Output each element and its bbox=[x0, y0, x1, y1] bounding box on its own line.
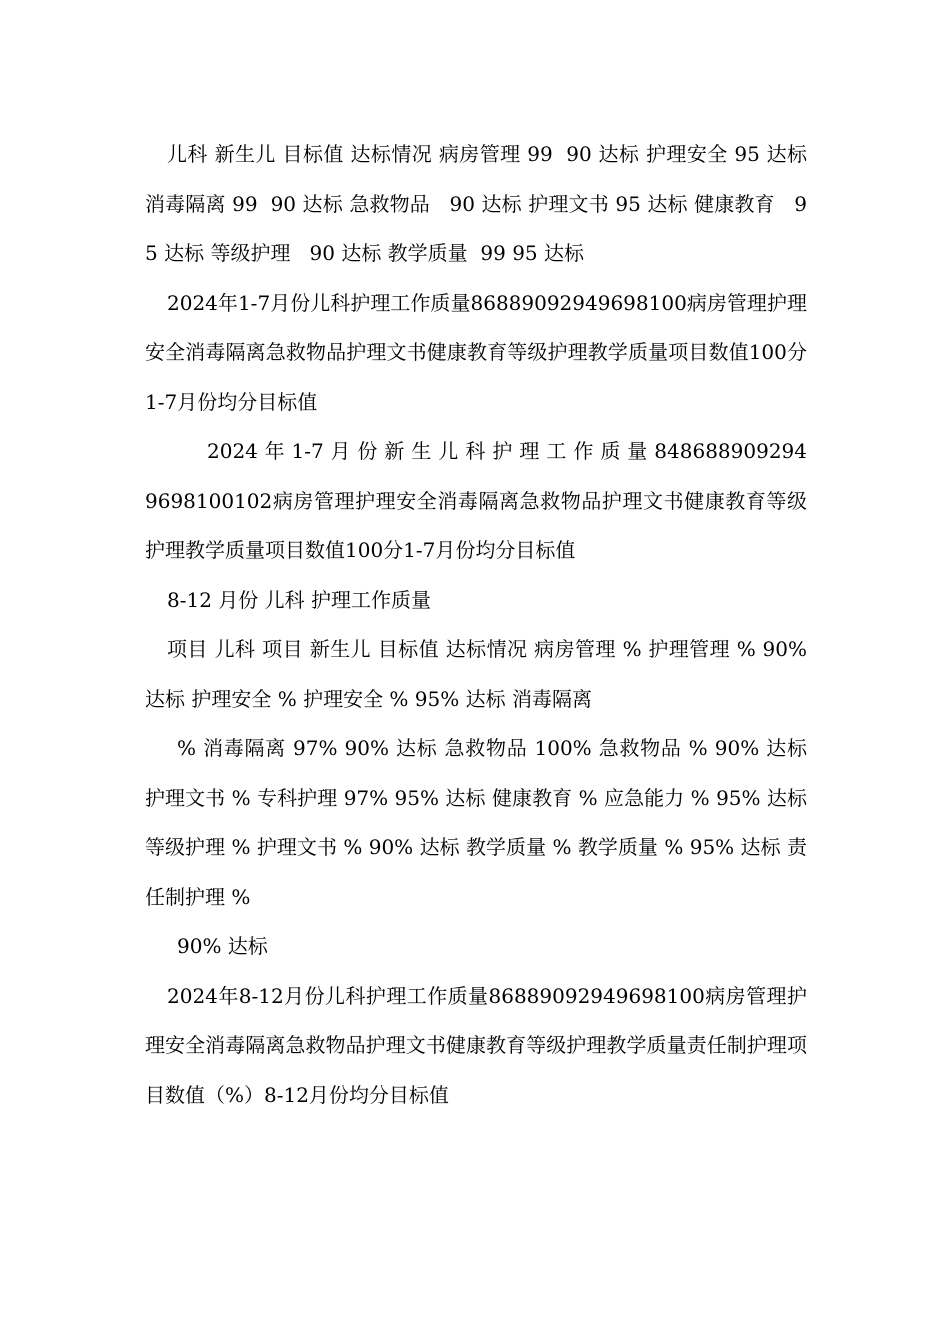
paragraph-pediatrics-quality-aug-dec: 2024年8-12月份儿科护理工作质量86889092949698100病房管理护理安全消毒隔离急救物品护理文书健康教育等级护理教学质量责任制护理项目数值（%）8-12月份均分目标值 bbox=[145, 983, 807, 1107]
paragraph-neonatal-quality-jan-jul: 2024 年 1-7 月 份 新 生 儿 科 护 理 工 作 质 量 848688909294969810​0102病房管理护理安全消毒隔离急救物品护理文书健康教育等级护理教学质量项目数值100分1-7月份均分目标值 bbox=[145, 439, 807, 562]
paragraph-aug-dec-table-part1: 项目 儿科 项目 新生儿 目标值 达标情况 病房管理 % 护理管理 % 90% 达标 护理安全 % 护理安全 % 95% 达标 消毒隔离 bbox=[145, 637, 814, 711]
paragraph-aug-dec-table-part3: 90% 达标 bbox=[177, 934, 268, 958]
paragraph-pediatrics-targets: 儿科 新生儿 目标值 达标情况 病房管理 99 90 达标 护理安全 95 达标 消毒隔离 99 90 达标 急救物品 90 达标 护理文书 95 达标 健康教育 95 达标 等级护理 90 达标 教学质量 99 95 达标 bbox=[145, 142, 814, 265]
paragraph-aug-dec-table-part2: % 消毒隔离 97% 90% 达标 急救物品 100% 急救物品 % 90% 达标 护理文书 % 专科护理 97% 95% 达标 健康教育 % 应急能力 % 95% 达标 等级护理 % 护理文书 % 90% 达标 教学质量 % 教学质量 % 95% 达标 责任制护理 % bbox=[145, 736, 814, 909]
section-heading-aug-dec: 8-12 月份 儿科 护理工作质量 bbox=[167, 587, 432, 612]
document-page bbox=[145, 130, 814, 1120]
paragraph-pediatrics-quality-jan-jul: 2024年1-7月份儿科护理工作质量86889092949698100病房管理护理安全消毒隔离急救物品护理文书健康教育等级护理教学质量项目数值100分1-7月份均分目标值 bbox=[145, 290, 807, 414]
